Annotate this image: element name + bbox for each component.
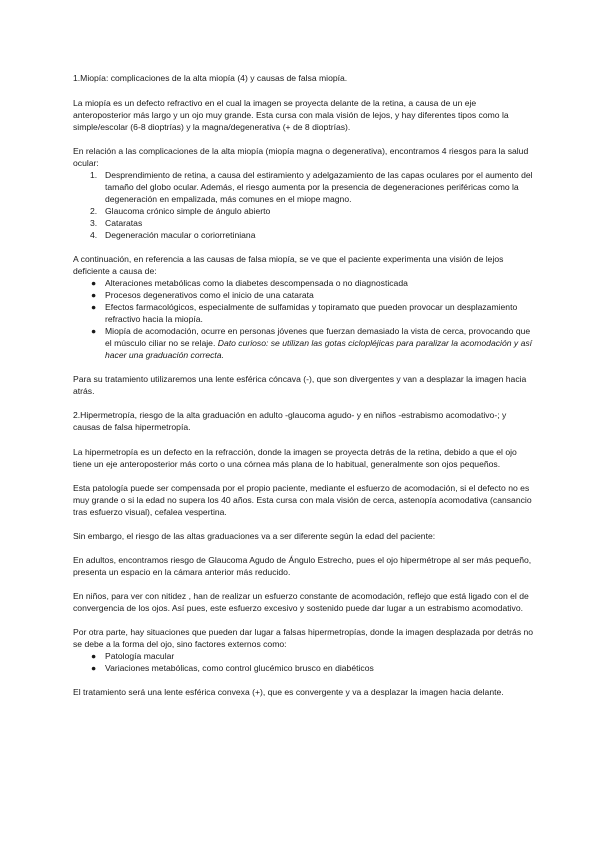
hyperopia-compensation: Esta patología puede ser compensada por el propio paciente, mediante el esfuerzo de acomodación, si el defecto no es muy grande o si la edad no supera los 40 años. Esta cursa con mala visión de cerca, astenopía acomodativa (cansancio tras esfuerzo visual), cefalea vespertina. <box>73 483 532 517</box>
list-item-text: Alteraciones metabólicas como la diabetes descompensada o no diagnosticada <box>105 278 408 288</box>
list-item <box>73 229 535 241</box>
list-item <box>73 205 535 217</box>
false-myopia-intro: A continuación, en referencia a las causas de falsa miopía, se ve que el paciente experimenta una visión de lejos deficiente a causa de: <box>73 254 504 276</box>
list-item-text: Miopía de acomodación, ocurre en personas jóvenes que fuerzan demasiado la vista de cerca, provocando que el músculo ciliar no se relaje. <box>105 326 531 348</box>
list-item <box>73 325 535 361</box>
adults-risk: En adultos, encontramos riesgo de Glaucoma Agudo de Ángulo Estrecho, pues el ojo hipermétrope al ser más pequeño, presenta un espacio en la cámara anterior más reducido. <box>73 555 532 577</box>
list-item-text: Efectos farmacológicos, especialmente de sulfamidas y topiramato que pueden provocar un desplazamiento refractivo hacia la miopía. <box>105 302 518 324</box>
list-number: 4. <box>90 230 98 240</box>
false-hyperopia-intro: Por otra parte, hay situaciones que pueden dar lugar a falsas hipermetropías, donde la imagen desplazada por detrás no se debe a la forma del ojo, sino factores externos como: <box>73 627 534 649</box>
list-item-text: Desprendimiento de retina, a causa del estiramiento y adelgazamiento de las capas oculares por el aumento del tamaño del globo ocular. Además, el riesgo aumenta por la presencia de degeneraciones periféricas como la degeneración en empalizada, más comunes en el miope magno. <box>105 170 533 204</box>
list-item <box>73 169 535 205</box>
hyperopia-definition: La hipermetropía es un defecto en la refracción, donde la imagen se proyecta detrás de la retina, debido a que el ojo tiene un eje anteroposterior más corto o una córnea más plana de lo habitual, generalmente son ojos pequeños. <box>73 447 517 469</box>
list-item <box>73 217 535 229</box>
list-item <box>73 662 535 674</box>
list-item <box>73 301 535 325</box>
section-1-heading: 1.Miopía: complicaciones de la alta miopía (4) y causas de falsa miopía. <box>73 73 348 83</box>
hyperopia-treatment: El tratamiento será una lente esférica convexa (+), que es convergente y va a desplazar la imagen hacia delante. <box>73 687 504 697</box>
list-item-text: Cataratas <box>105 218 143 228</box>
false-hyperopia-list <box>73 650 535 674</box>
bullet-icon: ● <box>91 290 97 300</box>
complications-list <box>73 169 535 241</box>
list-number: 2. <box>90 206 98 216</box>
document-body <box>73 72 535 710</box>
list-item-text: Patología macular <box>105 651 175 661</box>
risk-intro: Sin embargo, el riesgo de las altas graduaciones va a ser diferente según la edad del paciente: <box>73 531 436 541</box>
false-myopia-list <box>73 277 535 361</box>
list-item <box>73 289 535 301</box>
bullet-icon: ● <box>91 663 97 673</box>
complications-intro: En relación a las complicaciones de la alta miopía (miopía magna o degenerativa), encontramos 4 riesgos para la salud ocular: <box>73 146 529 168</box>
myopia-definition: La miopía es un defecto refractivo en el cual la imagen se proyecta delante de la retina, a causa de un eje anteroposterior más largo y un ojo muy grande. Esta cursa con mala visión de lejos, y hay diferentes tipos como la simple/escolar (6-8 dioptrías) y la magna/degenerativa (+ de 8 dioptrías). <box>73 98 509 132</box>
curious-fact-note: Dato curioso: se utilizan las gotas ciclopléjicas para paralizar la acomodación y así hacer una graduación correcta. <box>105 338 533 360</box>
list-item <box>73 650 535 662</box>
section-2-heading: 2.Hipermetropía, riesgo de la alta graduación en adulto -glaucoma agudo- y en niños -estrabismo acomodativo-; y causas de falsa hipermetropía. <box>73 410 507 432</box>
bullet-icon: ● <box>91 302 97 312</box>
list-item-text: Procesos degenerativos como el inicio de una catarata <box>105 290 314 300</box>
list-item-text: Glaucoma crónico simple de ángulo abierto <box>105 206 271 216</box>
list-number: 1. <box>90 170 98 180</box>
bullet-icon: ● <box>91 651 97 661</box>
myopia-treatment: Para su tratamiento utilizaremos una lente esférica cóncava (-), que son divergentes y van a desplazar la imagen hacia atrás. <box>73 374 527 396</box>
list-item <box>73 277 535 289</box>
bullet-icon: ● <box>91 278 97 288</box>
list-number: 3. <box>90 218 98 228</box>
children-risk: En niños, para ver con nitidez , han de realizar un esfuerzo constante de acomodación, reflejo que está ligado con el de convergencia de los ojos. Así pues, este esfuerzo excesivo y sostenido puede dar lugar a un estrabismo acomodativo. <box>73 591 529 613</box>
list-item-text: Degeneración macular o coriorretiniana <box>105 230 256 240</box>
list-item-text: Variaciones metabólicas, como control glucémico brusco en diabéticos <box>105 663 374 673</box>
bullet-icon: ● <box>91 326 97 336</box>
